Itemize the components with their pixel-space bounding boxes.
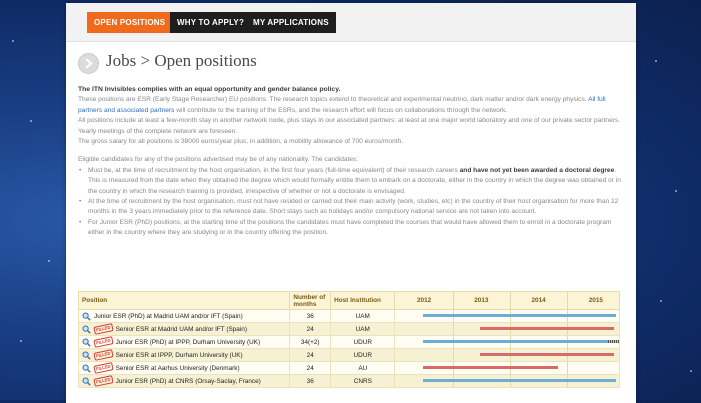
- position-cell: [79, 323, 290, 336]
- search-icon[interactable]: [82, 312, 91, 321]
- header-host: Host Institution: [331, 292, 395, 310]
- position-title[interactable]: Junior ESR (PhD) at Madrid UAM and/or IFT (Spain): [94, 312, 243, 320]
- filled-stamp: FILLED: [93, 362, 113, 374]
- filled-stamp: FILLED: [93, 323, 113, 335]
- salary-paragraph: The gross salary for all positions is 38000 euros/year plus, in addition, a mobility allowance of 700 euros/month.: [78, 138, 404, 146]
- year-divider: [453, 323, 454, 335]
- timeline-bar: [423, 340, 608, 343]
- host-cell: UDUR: [331, 349, 395, 362]
- requirement-item: • At the time of recruitment by the host organisation, must not have resided or carried out their main activity (work, studies, etc) in the country of their host organisation for more than 12 months in the 3 years immediately prior to the reference date. Short stays such as holidays and/or compulsory national service are not taken into account.: [86, 197, 623, 218]
- background-star: [30, 120, 32, 122]
- background-star: [660, 300, 662, 302]
- partners-link[interactable]: All full partners and associated partners: [78, 96, 606, 114]
- requirements-list: [78, 166, 623, 239]
- timeline-cell: [395, 362, 620, 375]
- year-label: 2014: [531, 297, 546, 304]
- filled-stamp: FILLED: [93, 336, 113, 348]
- position-cell: [79, 349, 290, 362]
- months-cell: 34(+2): [290, 336, 331, 349]
- intro-text-a: These positions are ESR (Early Stage Researcher) EU positions. The research topics extend to theoretical and experimental neutrino, dark matter and/or dark energy physics.: [78, 96, 589, 104]
- top-nav: [66, 3, 636, 42]
- search-icon[interactable]: [82, 351, 91, 360]
- table-header-row: [79, 292, 620, 310]
- timeline-bar: [480, 327, 614, 330]
- page-content: [78, 85, 623, 239]
- timeline-bar-extension: [608, 340, 618, 343]
- requirement-text: Must be, at the time of recruitment by the host organisation, in the first four years (full-time equivalent) of their research careers: [88, 166, 460, 174]
- intro-paragraph: [78, 95, 623, 116]
- host-cell: UDUR: [331, 336, 395, 349]
- year-divider: [567, 362, 568, 374]
- background-star: [675, 190, 677, 192]
- position-title[interactable]: Junior ESR (PhD) at CNRS (Orsay-Saclay, France): [115, 377, 261, 385]
- year-divider: [567, 292, 568, 309]
- year-divider: [453, 349, 454, 361]
- table-row[interactable]: [79, 336, 620, 349]
- background-star: [690, 370, 692, 372]
- table-row[interactable]: [79, 310, 620, 323]
- eligibility-lead: Eligible candidates for any of the positions advertised may be of any nationality. The candidates:: [78, 156, 359, 164]
- content-panel: [66, 3, 636, 403]
- timeline-cell: [395, 349, 620, 362]
- timeline-cell: [395, 310, 620, 323]
- intro-paragraph-2: All positions include at least a few-month stay in another network node, plus stays in our associated partners: at least at one major world laboratory and one of our private sector partners. Yearly meetings of the complete network are foreseen.: [78, 117, 621, 135]
- filled-stamp: FILLED: [93, 349, 113, 361]
- requirement-bold-text: and have not yet been awarded a doctoral degree: [459, 166, 615, 174]
- host-cell: AU: [331, 362, 395, 375]
- year-divider: [510, 292, 511, 309]
- timeline-cell: [395, 375, 620, 388]
- months-cell: 24: [290, 349, 331, 362]
- header-months: Number of months: [290, 292, 331, 310]
- table-row[interactable]: [79, 349, 620, 362]
- timeline-bar: [423, 366, 558, 369]
- equal-opportunity-statement: The ITN Invisibles complies with an equal opportunity and gender balance policy.: [78, 86, 341, 93]
- year-label: 2015: [588, 297, 603, 304]
- search-icon[interactable]: [82, 325, 91, 334]
- months-cell: 24: [290, 323, 331, 336]
- months-cell: 36: [290, 310, 331, 323]
- chevron-right-icon: [78, 53, 99, 74]
- header-timeline: [395, 292, 620, 310]
- filled-stamp: FILLED: [93, 375, 113, 387]
- host-cell: UAM: [331, 310, 395, 323]
- header-position: Position: [79, 292, 290, 310]
- host-cell: UAM: [331, 323, 395, 336]
- position-cell: [79, 362, 290, 375]
- tab-my-applications[interactable]: MY APPLICATIONS: [246, 12, 336, 33]
- position-title[interactable]: Junior ESR (PhD) at IPPP, Durham University (UK): [115, 338, 261, 346]
- host-cell: CNRS: [331, 375, 395, 388]
- tab-open-positions[interactable]: OPEN POSITIONS: [87, 12, 172, 33]
- background-star: [20, 340, 22, 342]
- search-icon[interactable]: [82, 338, 91, 347]
- position-title[interactable]: Senior ESR at IPPP, Durham University (UK): [115, 351, 243, 359]
- search-icon[interactable]: [82, 377, 91, 386]
- search-icon[interactable]: [82, 364, 91, 373]
- requirement-text: . This is measured from the date when they obtained the degree which would formally entitle them to embark on a doctorate, either in the country in which the degree was obtained or in the country in which the research training is provided, irrespective of whether or not a doctorate is envisaged.: [88, 166, 621, 195]
- months-cell: 24: [290, 362, 331, 375]
- timeline-bar: [480, 353, 614, 356]
- page-title: Jobs > Open positions: [106, 51, 257, 70]
- timeline-bar: [423, 314, 617, 317]
- tab-why-to-apply[interactable]: WHY TO APPLY?: [170, 12, 251, 33]
- position-cell: [79, 310, 290, 323]
- table-row[interactable]: [79, 323, 620, 336]
- background-star: [655, 60, 657, 62]
- background-star: [12, 40, 14, 42]
- table-row[interactable]: [79, 362, 620, 375]
- requirement-item: • For Junior ESR (PhD) positions, at the starting time of the positions the candidates must have completed the courses that would have allowed them to enroll in a doctorate program either in the country where they are studying or in the country offering the position.: [86, 218, 623, 239]
- position-title[interactable]: Senior ESR at Aarhus University (Denmark): [115, 364, 240, 372]
- timeline-cell: [395, 336, 620, 349]
- table-row[interactable]: [79, 375, 620, 388]
- timeline-bar: [423, 379, 617, 382]
- position-cell: [79, 336, 290, 349]
- months-cell: 36: [290, 375, 331, 388]
- position-cell: [79, 375, 290, 388]
- intro-text-b: will contribute to the training of the ESRs, and the research effort will focus on collaborations through the network.: [174, 106, 508, 114]
- year-divider: [453, 292, 454, 309]
- position-title[interactable]: Senior ESR at Madrid UAM and/or IFT (Spain): [115, 325, 247, 333]
- year-label: 2012: [416, 297, 432, 304]
- positions-table: [78, 291, 620, 388]
- year-label: 2013: [474, 297, 489, 304]
- requirement-item: [86, 166, 623, 197]
- background-star: [48, 260, 50, 262]
- timeline-cell: [395, 323, 620, 336]
